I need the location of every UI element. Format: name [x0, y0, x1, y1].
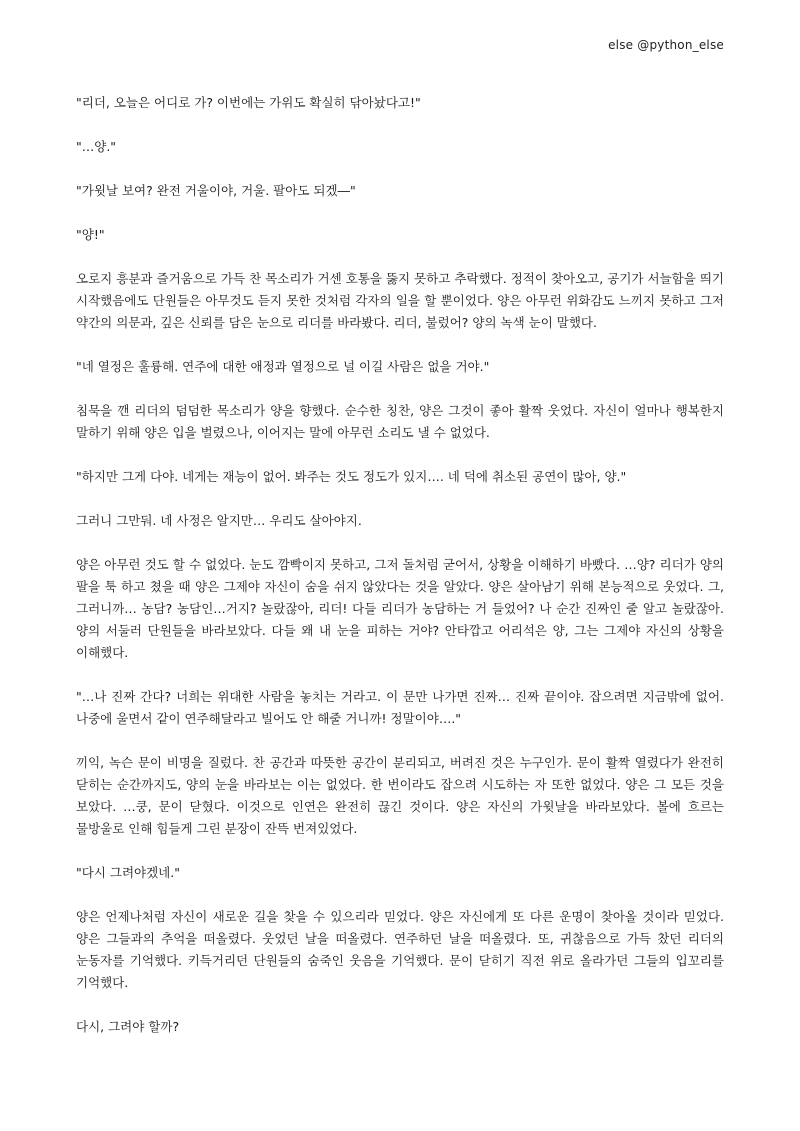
paragraph: "하지만 그게 다야. 네게는 재능이 없어. 봐주는 것도 정도가 있지…. 네 덕에 취소된 공연이 많아, 양." [76, 469, 627, 484]
paragraph: 다시, 그려야 할까? [76, 1019, 180, 1034]
paragraph: 양은 아무런 것도 할 수 없었다. 눈도 깜빡이지 못하고, 그저 돌처럼 굳어서, 상황을 이해하기 바빴다. …양? 리더가 양의 팔을 툭 하고 쳤을 때 양은 그제야 자신이 숨을 쉬지 않았다는 것을 알았다. 양은 살아남기 위해 본능적으로 웃었다. 그, 그러니까… 농담? 농담인…거지? 놀랐잖아, 리더! 다들 리더가 농담하는 거 들었어? 나 순간 진짜인 줄 알고 놀랐잖아. 양의 서둘러 단원들을 바라보았다. 다들 왜 내 눈을 피하는 거야? 안타깝고 어리석은 양, 그는 그제야 자신의 상황을 이해했다. [76, 557, 724, 660]
story-body [76, 92, 724, 1060]
author-header: else @python_else [608, 38, 724, 52]
paragraph: "네 열정은 훌륭해. 연주에 대한 애정과 열정으로 널 이길 사람은 없을 거야." [76, 359, 490, 374]
paragraph: 침묵을 깬 리더의 덤덤한 목소리가 양을 향했다. 순수한 칭찬, 양은 그것이 좋아 활짝 웃었다. 자신이 얼마나 행복한지 말하기 위해 양은 입을 벌렸으나, 이어지는 말에 아무런 소리도 낼 수 없었다. [76, 403, 724, 440]
paragraph: 그러니 그만둬. 네 사정은 알지만… 우리도 살아야지. [76, 513, 362, 528]
paragraph: "리더, 오늘은 어디로 가? 이번에는 가위도 확실히 닦아놨다고!" [76, 95, 421, 110]
paragraph: "가윗날 보여? 완전 거울이야, 거울. 팔아도 되겠―" [76, 183, 356, 198]
paragraph: 오로지 흥분과 즐거움으로 가득 찬 목소리가 거센 호통을 뚫지 못하고 추락했다. 정적이 찾아오고, 공기가 서늘함을 띄기 시작했음에도 단원들은 아무것도 듣지 못한 것처럼 각자의 일을 할 뿐이었다. 양은 아무런 위화감도 느끼지 못하고 그저 약간의 의문과, 깊은 신뢰를 담은 눈으로 리더를 바라봤다. 리더, 불렀어? 양의 녹색 눈이 말했다. [76, 271, 724, 330]
paragraph: "…양." [76, 139, 117, 154]
paragraph: 양은 언제나처럼 자신이 새로운 길을 찾을 수 있으리라 믿었다. 양은 자신에게 또 다른 운명이 찾아올 것이라 믿었다. 양은 그들과의 추억을 떠올렸다. 웃었던 날을 떠올렸다. 연주하던 날을 떠올렸다. 또, 귀찮음으로 가득 찼던 리더의 눈동자를 기억했다. 키득거리던 단원들의 숨죽인 웃음을 기억했다. 문이 닫히기 직전 위로 올라가던 그들의 입꼬리를 기억했다. [76, 909, 724, 990]
paragraph: "다시 그려야겠네." [76, 865, 180, 880]
paragraph: "양!" [76, 227, 105, 242]
paragraph: "…나 진짜 간다? 너희는 위대한 사람을 놓치는 거라고. 이 문만 나가면 진짜… 진짜 끝이야. 잡으려면 지금밖에 없어. 나중에 울면서 같이 연주해달라고 빌어도 안 해줄 거니까! 정말이야…." [76, 689, 724, 726]
paragraph: 끼익, 녹슨 문이 비명을 질렀다. 찬 공간과 따뜻한 공간이 분리되고, 버려진 것은 누구인가. 문이 활짝 열렸다가 완전히 닫히는 순간까지도, 양의 눈을 바라보는 이는 없었다. 한 번이라도 잡으려 시도하는 자 또한 없었다. 양은 그 모든 것을 보았다. …쿵, 문이 닫혔다. 이것으로 인연은 완전히 끊긴 것이다. 양은 자신의 가윗날을 바라보았다. 볼에 흐르는 물방울로 인해 힘들게 그린 분장이 잔뜩 번져있었다. [76, 755, 724, 836]
